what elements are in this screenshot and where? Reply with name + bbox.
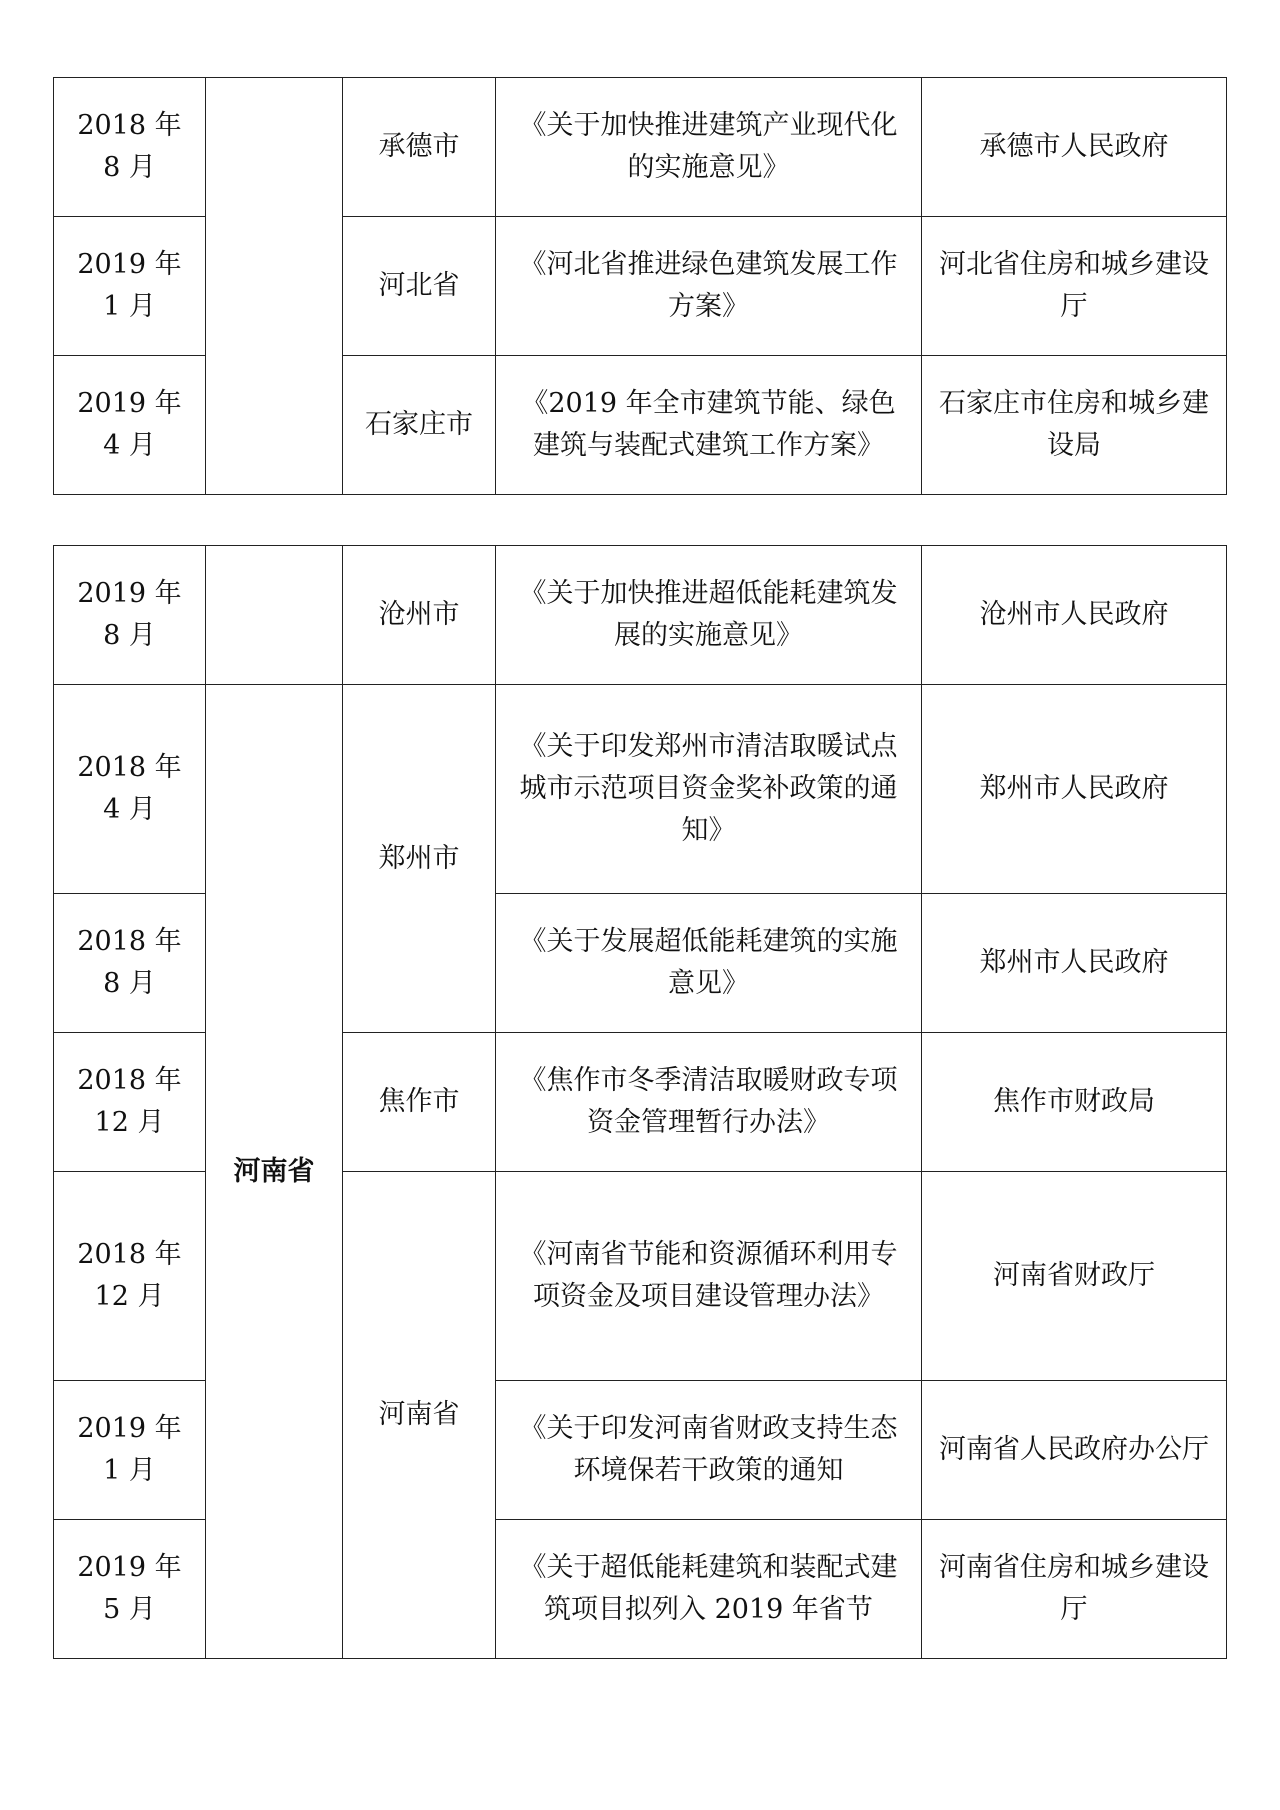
table-row: [54, 685, 1227, 894]
date-cell: 2018 年 8 月: [54, 894, 206, 1033]
table-row: [54, 78, 1227, 217]
issuer-cell: 承德市人民政府: [922, 78, 1227, 217]
document-cell: 《2019 年全市建筑节能、绿色建筑与装配式建筑工作方案》: [496, 356, 922, 495]
city-cell: 河南省: [343, 1172, 496, 1659]
document-cell: 《关于印发河南省财政支持生态环境保若干政策的通知: [496, 1381, 922, 1520]
policy-table-1: [53, 77, 1227, 495]
date-cell: 2019 年 1 月: [54, 1381, 206, 1520]
date-cell: 2019 年 4 月: [54, 356, 206, 495]
date-cell: 2019 年 5 月: [54, 1520, 206, 1659]
date-cell: 2018 年 12 月: [54, 1033, 206, 1172]
document-cell: 《关于加快推进超低能耗建筑发展的实施意见》: [496, 546, 922, 685]
date-cell: 2018 年 4 月: [54, 685, 206, 894]
issuer-cell: 河北省住房和城乡建设厅: [922, 217, 1227, 356]
policy-table-2: [53, 545, 1227, 1659]
document-cell: 《关于印发郑州市清洁取暖试点城市示范项目资金奖补政策的通知》: [496, 685, 922, 894]
document-cell: 《焦作市冬季清洁取暖财政专项资金管理暂行办法》: [496, 1033, 922, 1172]
document-cell: 《关于超低能耗建筑和装配式建筑项目拟列入 2019 年省节: [496, 1520, 922, 1659]
issuer-cell: 沧州市人民政府: [922, 546, 1227, 685]
document-cell: 《河南省节能和资源循环利用专项资金及项目建设管理办法》: [496, 1172, 922, 1381]
date-cell: 2019 年 8 月: [54, 546, 206, 685]
document-cell: 《河北省推进绿色建筑发展工作方案》: [496, 217, 922, 356]
city-cell: 郑州市: [343, 685, 496, 1033]
table-row: [54, 546, 1227, 685]
date-cell: 2019 年 1 月: [54, 217, 206, 356]
issuer-cell: 焦作市财政局: [922, 1033, 1227, 1172]
issuer-cell: 郑州市人民政府: [922, 685, 1227, 894]
province-cell: 河南省: [206, 685, 343, 1659]
city-cell: 河北省: [343, 217, 496, 356]
document-cell: 《关于发展超低能耗建筑的实施意见》: [496, 894, 922, 1033]
document-cell: 《关于加快推进建筑产业现代化的实施意见》: [496, 78, 922, 217]
city-cell: 焦作市: [343, 1033, 496, 1172]
issuer-cell: 河南省人民政府办公厅: [922, 1381, 1227, 1520]
issuer-cell: 河南省财政厅: [922, 1172, 1227, 1381]
province-cell: [206, 78, 343, 495]
issuer-cell: 河南省住房和城乡建设厅: [922, 1520, 1227, 1659]
city-cell: 沧州市: [343, 546, 496, 685]
province-cell-empty: [206, 546, 343, 685]
city-cell: 石家庄市: [343, 356, 496, 495]
city-cell: 承德市: [343, 78, 496, 217]
issuer-cell: 郑州市人民政府: [922, 894, 1227, 1033]
date-cell: 2018 年 8 月: [54, 78, 206, 217]
issuer-cell: 石家庄市住房和城乡建设局: [922, 356, 1227, 495]
date-cell: 2018 年 12 月: [54, 1172, 206, 1381]
